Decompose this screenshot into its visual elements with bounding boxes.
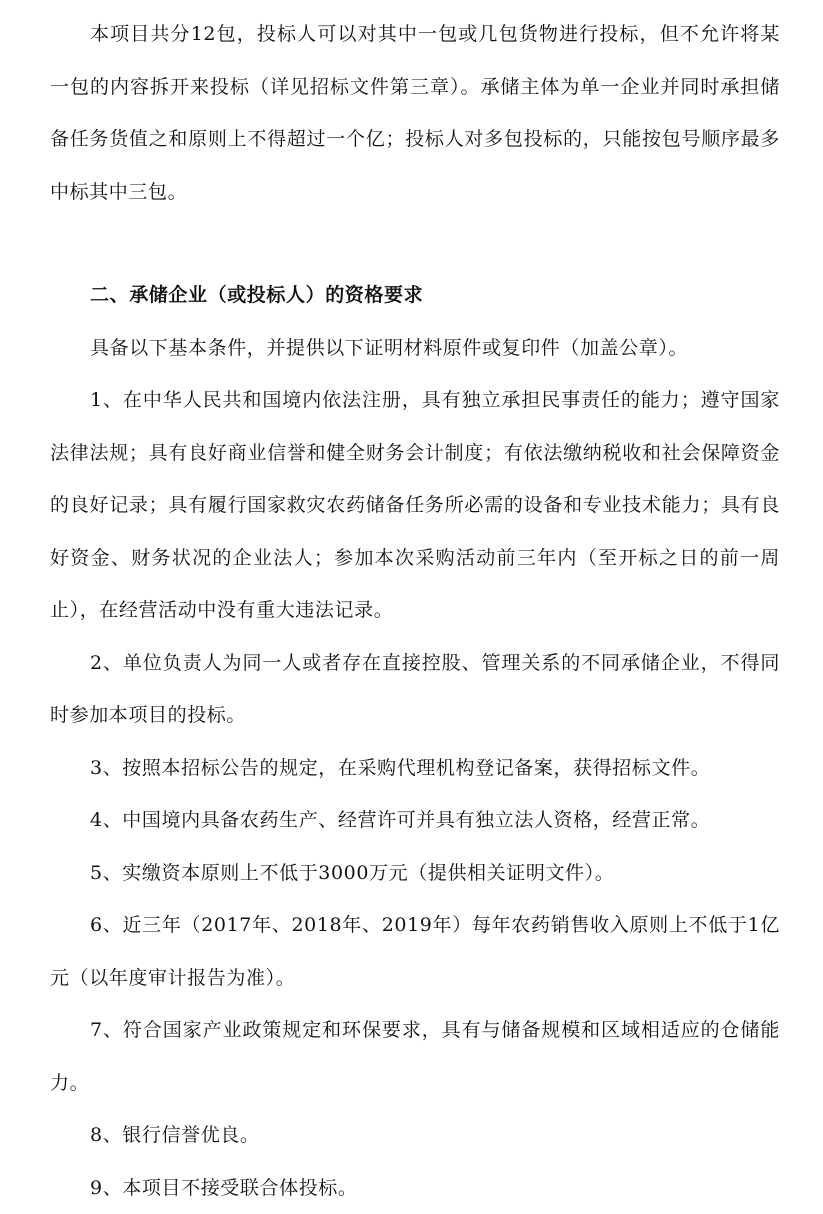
requirement-item-3: 3、按照本招标公告的规定，在采购代理机构登记备案，获得招标文件。: [50, 742, 780, 795]
section-heading: 二、承储企业（或投标人）的资格要求: [50, 269, 780, 322]
requirement-item-7: 7、符合国家产业政策规定和环保要求，具有与储备规模和区域相适应的仓储能力。: [50, 1004, 780, 1109]
requirement-item-9: 9、本项目不接受联合体投标。: [50, 1162, 780, 1214]
requirement-item-5: 5、实缴资本原则上不低于3000万元（提供相关证明文件）。: [50, 847, 780, 900]
intro-paragraph: 本项目共分12包，投标人可以对其中一包或几包货物进行投标，但不允许将某一包的内容拆开来投标（详见招标文件第三章）。承储主体为单一企业并同时承担储备任务货值之和原则上不得超过一个亿；投标人对多包投标的，只能按包号顺序最多中标其中三包。: [50, 8, 780, 218]
section-lead-paragraph: 具备以下基本条件，并提供以下证明材料原件或复印件（加盖公章）。: [50, 322, 780, 375]
document-page: [50, 0, 780, 1214]
requirement-item-8: 8、银行信誉优良。: [50, 1109, 780, 1162]
requirement-item-4: 4、中国境内具备农药生产、经营许可并具有独立法人资格，经营正常。: [50, 794, 780, 847]
requirement-item-6: 6、近三年（2017年、2018年、2019年）每年农药销售收入原则上不低于1亿元（以年度审计报告为准）。: [50, 899, 780, 1004]
requirement-item-1: 1、在中华人民共和国境内依法注册，具有独立承担民事责任的能力；遵守国家法律法规；具有良好商业信誉和健全财务会计制度；有依法缴纳税收和社会保障资金的良好记录；具有履行国家救灾农药储备任务所必需的设备和专业技术能力；具有良好资金、财务状况的企业法人；参加本次采购活动前三年内（至开标之日的前一周止），在经营活动中没有重大违法记录。: [50, 374, 780, 637]
requirement-item-2: 2、单位负责人为同一人或者存在直接控股、管理关系的不同承储企业，不得同时参加本项目的投标。: [50, 637, 780, 742]
